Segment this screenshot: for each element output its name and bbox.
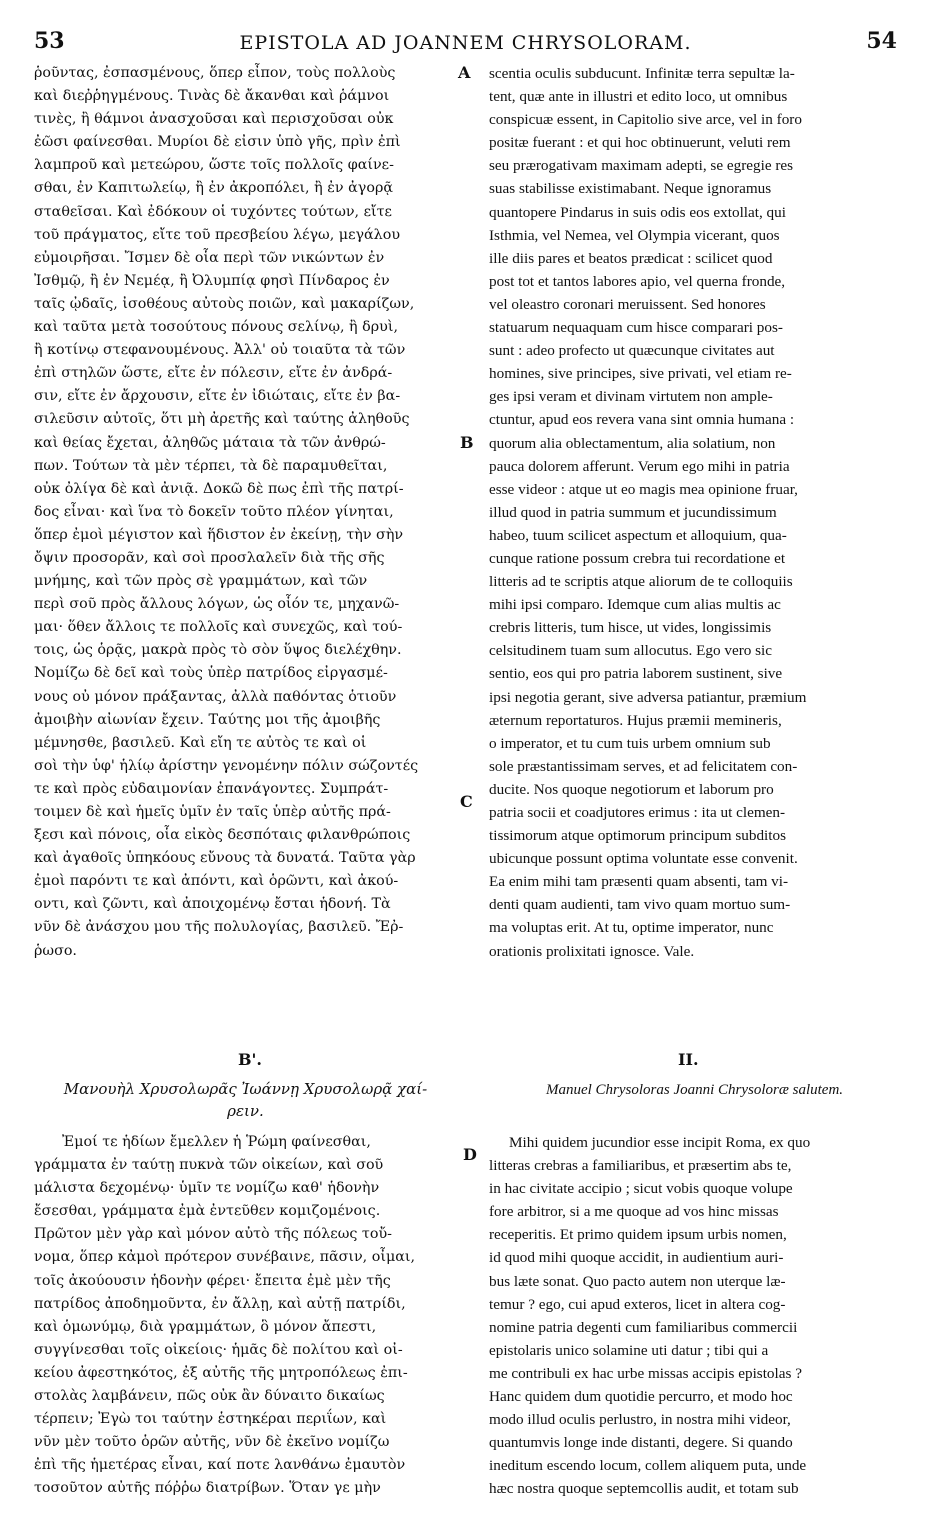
heading-greek-line-1: Μανουὴλ Χρυσολωρᾶς Ἰωάννῃ Χρυσολωρᾷ χαί- xyxy=(63,1080,428,1098)
greek-text-line: ἔσεσθαι, γράμματα ἐμὰ ἐντεῦθεν κομιζομένοις. xyxy=(34,1203,381,1220)
latin-text-line: ducite. Nos quoque negotiorum et laborum pro xyxy=(489,780,774,798)
heading-greek-line-2: ρειν. xyxy=(227,1102,264,1120)
latin-text-line: cunque ratione possum crebra tui recordatione et xyxy=(489,549,786,567)
greek-text-line: Ἐμοί τε ἡδίων ἔμελλεν ἡ Ῥώμη φαίνεσθαι, xyxy=(62,1134,371,1150)
greek-text-line: σοὶ τὴν ὑφ' ἡλίῳ ἀρίστην γενομένην πόλιν σώζοντές xyxy=(34,757,419,774)
latin-text-line: receperitis. Et primo quidem ipsum urbis nomen, xyxy=(489,1226,787,1244)
latin-text-line: bus læte sonat. Quo pacto autem non uterque læ- xyxy=(489,1272,786,1290)
greek-text-line: τοιμεν δὲ καὶ ἡμεῖς ὑμῖν ἐν ταῖς ὑπὲρ αὐτῆς πρά- xyxy=(34,804,391,820)
greek-text-line: σιλεῦσιν αὐτοῖς, ὅτι μὴ ἀρετῆς καὶ ταύτης ἀληθοῦς xyxy=(34,411,410,428)
latin-text-line: temur ? ego, cui apud exteros, licet in altera cog- xyxy=(489,1295,786,1313)
greek-text-line: καὶ διεῤῥηγμένους. Τινὰς δὲ ἄκανθαι καὶ ῥάμνοι xyxy=(34,88,390,105)
letter-heading-latin: Manuel Chrysoloras Joanni Chrysoloræ salutem. xyxy=(545,1082,844,1098)
latin-text-line: in hac civitate accipio ; sicut vobis quoque volupe xyxy=(489,1180,793,1198)
greek-text-line: στολὰς λαμβάνειν, πῶς οὐκ ἂν δύναιτο δικαίως xyxy=(34,1388,385,1405)
latin-text-line: tissimorum atque optimorum principum subditos xyxy=(489,827,786,845)
latin-text-line: fore arbitror, si a me quoque ad vos hinc missas xyxy=(489,1203,779,1221)
greek-text-line: Πρῶτον μὲν γὰρ καὶ μόνον αὐτὸ τῆς πόλεως τοὔ- xyxy=(34,1226,392,1243)
greek-text-line: ξεσι καὶ πόνοις, οἷα εἰκὸς δεσπόταις φιλανθρώποις xyxy=(34,827,411,844)
latin-text-line: litteras crebras a familiaribus, et præsertim abs te, xyxy=(489,1157,792,1175)
greek-text-line: ὅπερ ἐμοὶ μέγιστον καὶ ἥδιστον ἐν ἐκείνῃ, τὴν σὴν xyxy=(34,526,404,543)
latin-text-line: homines, sive principes, sive privati, vel etiam re- xyxy=(489,365,792,383)
greek-text-line: σθαι, ἐν Καπιτωλείῳ, ἢ ἐν ἀκροπόλει, ἢ ἐν ἀγορᾷ xyxy=(34,180,394,197)
page-number-right: 54 xyxy=(866,28,897,54)
latin-text-line: me contribuli ex hac urbe missas accipis epistolas ? xyxy=(489,1364,802,1382)
latin-text-line: quantopere Pindarus in suis odis eos extollat, qui xyxy=(489,203,786,221)
greek-text-line: καὶ ὁμωνύμῳ, διὰ γραμμάτων, ὃ μόνον ἄπεστι, xyxy=(34,1318,377,1335)
greek-text-line: οὐκ ὀλίγα δὲ καὶ ἀνιᾷ. Δοκῶ δὲ πως ἐπὶ τῆς πατρί- xyxy=(34,480,404,497)
greek-text-line: ἀμοιβὴν αἰωνίαν ἔχειν. Ταύτης μοι τῆς ἀμοιβῆς xyxy=(34,711,381,728)
greek-text-line: συγγίνεσθαι τοῖς οἰκείοις· ἡμᾶς δὲ πολίτου καὶ οἰ- xyxy=(34,1341,403,1358)
greek-column-letter-2 xyxy=(34,1131,457,1501)
margin-letter-b: B xyxy=(460,433,474,452)
greek-text-line: ἐμοὶ παρόντι τε καὶ ἀπόντι, καὶ ὁρῶντι, καὶ ἀκού- xyxy=(34,873,399,890)
greek-text-line: ἐπὶ τῆς ἡμετέρας εἶναι, καί ποτε λανθάνω ἐμαυτὸν xyxy=(34,1457,406,1474)
greek-text-line: εὐμοιρῆσαι. Ἴσμεν δὲ οἷα περὶ τῶν νικώντων ἐν xyxy=(34,249,385,266)
latin-text-line: Mihi quidem jucundior esse incipit Roma, ex quo xyxy=(509,1134,811,1151)
greek-text-line: γράμματα ἐν ταύτῃ πυκνὰ τῶν οἰκείων, καὶ σοῦ xyxy=(34,1157,384,1174)
latin-text-line: Isthmia, vel Nemea, vel Olympia vicerant, quos xyxy=(489,226,780,244)
latin-text-line: nomine patria degenti cum familiaribus commercii xyxy=(489,1318,798,1336)
greek-text-line: περὶ σοῦ πρὸς ἄλλους λόγων, ὡς οἷόν τε, μηχανῶ- xyxy=(34,596,400,613)
greek-text-line: τοῦ πράγματος, εἴτε τοῦ πρεσβείου λέγω, μεγάλου xyxy=(34,226,401,243)
greek-text-line: τε καὶ πρὸς εὐδαιμονίαν ἐπανάγοντες. Συμπράτ- xyxy=(34,780,389,797)
latin-text-line: Hanc quidem dum quotidie percurro, et modo hoc xyxy=(489,1388,793,1406)
latin-text-line: epistolaris unico solamine uti datur ; tibi qui a xyxy=(489,1341,769,1359)
latin-column-letter-1 xyxy=(489,62,900,963)
greek-text-line: τέρπειν; Ἐγὼ τοι ταύτην ἑστηκέραι περιΐων, καὶ xyxy=(34,1411,387,1428)
latin-text-line: suas stabilisse existimabant. Neque ignoramus xyxy=(489,180,772,198)
greek-text-line: ῥοῦντας, ἐσπασμένους, ὅπερ εἶπον, τοὺς πολλοὺς xyxy=(34,65,396,81)
latin-text-line: ubicunque possunt optima voluntate esse convenit. xyxy=(489,850,798,868)
latin-text-line: positæ fuerant : et qui hoc obtinuerunt, veluti rem xyxy=(489,134,791,152)
margin-letter-c: C xyxy=(460,792,473,811)
section-number-latin: II. xyxy=(678,1050,699,1069)
greek-text-line: καὶ ταῦτα μετὰ τοσούτους πόνους σελίνῳ, ἢ δρυὶ, xyxy=(34,319,399,336)
latin-text-line: patria socii et coadjutores erimus : ita ut clemen- xyxy=(489,804,786,821)
latin-text-line: esse videor : atque ut eo magis mea opinione fruar, xyxy=(489,480,798,498)
latin-text-line: Ea enim mihi tam præsenti quam absenti, tam vi- xyxy=(489,873,789,891)
greek-text-line: καὶ ἀγαθοῖς ὑπηκόους εὔνους τὰ δυνατά. Ταῦτα γὰρ xyxy=(34,850,416,867)
greek-text-line: σταθεῖσαι. Καὶ ἐδόκουν οἱ τυχόντες τούτων, εἴτε xyxy=(34,203,392,220)
latin-text-line: quantumvis longe inde distanti, degere. Si quando xyxy=(489,1434,793,1452)
greek-text-line: ῥωσο. xyxy=(34,942,77,959)
latin-text-line: celsitudinem tuam sum allocutus. Ego vero sic xyxy=(489,642,773,660)
latin-text-line: ille diis pares et beatos prædicat : scilicet quod xyxy=(489,249,773,267)
greek-text-line: νομα, ὅπερ κἀμοὶ πρότερον συνέβαινε, πᾶσιν, οἶμαι, xyxy=(34,1249,416,1266)
greek-text-line: Νομίζω δὲ δεῖ καὶ τοὺς ὑπὲρ πατρίδος εἰργασμέ- xyxy=(34,665,388,682)
latin-column-letter-2 xyxy=(489,1131,900,1501)
margin-letter-a: A xyxy=(458,63,471,82)
latin-text-line: crebris litteris, tum hisce, ut vides, longissimis xyxy=(489,619,772,637)
greek-text-line: καὶ θείας ἔχεται, ἀληθῶς μάταια τὰ τῶν ἀνθρώ- xyxy=(34,434,386,451)
latin-text-line: ineditum escendo locum, collem aliquem puta, unde xyxy=(489,1457,807,1475)
latin-text-line: mihi ipsi comparo. Idemque cum alias multis ac xyxy=(489,596,781,614)
latin-text-line: denti quam audienti, tam vivo quam mortuo sum- xyxy=(489,896,791,914)
page-number-left: 53 xyxy=(34,28,65,54)
latin-text-line: modo illud oculis perlustro, in nostra mihi videor, xyxy=(489,1411,791,1429)
latin-text-line: post tot et tantos labores apio, vel quernа fronde, xyxy=(489,272,786,290)
greek-text-line: οντι, καὶ ζῶντι, καὶ ἀποιχομένῳ ἔσται ἡδονή. Τὰ xyxy=(34,896,391,913)
greek-text-line: ταῖς ᾠδαῖς, ἰσοθέους αὐτοὺς ποιῶν, καὶ μακαρίζων, xyxy=(34,295,415,312)
latin-text-line: ipsi negotia gerant, sive adversa patiantur, præmium xyxy=(489,688,807,706)
greek-text-line: τοσοῦτον αὐτῆς πόῤῥω διατρίβων. Ὅταν γε μὴν xyxy=(34,1480,381,1497)
greek-text-line: κείου ἀφεστηκότος, ἐξ αὐτῆς τῆς μητροπόλεως ἐπι- xyxy=(34,1364,408,1381)
greek-text-line: ἐῶσι φαίνεσθαι. Μυρίοι δὲ εἰσιν ὑπὸ γῆς, πρὶν ἐπὶ xyxy=(34,134,401,151)
greek-text-line: λαμπροῦ καὶ μετεώρου, ὥστε τοῖς πολλοῖς φαίνε- xyxy=(34,157,394,174)
greek-text-line: νους οὐ μόνον πράξαντας, ἀλλὰ παθόντας ὁτιοῦν xyxy=(34,688,397,705)
greek-text-line: ἢ κοτίνῳ στεφανουμένους. Ἀλλ' οὐ τοιαῦτα τὰ τῶν xyxy=(34,342,406,359)
running-title: EPISTOLA AD JOANNEM CHRYSOLORAM. xyxy=(239,32,692,54)
latin-text-line: sunt : adeo profecto ut quæcunque civitates aut xyxy=(489,342,775,360)
latin-text-line: quorum alia oblectamentum, alia solatium, non xyxy=(489,434,776,452)
latin-text-line: ctuntur, apud eos revera vana sint omnia humana : xyxy=(489,411,795,429)
greek-text-line: νῦν δὲ ἀνάσχου μου τῆς πολυλογίας, βασιλεῦ. Ἔῤ- xyxy=(34,919,404,936)
latin-text-line: litteris ad te scriptis atque aliorum de te colloquiis xyxy=(489,573,793,591)
greek-text-line: μαι· ὅθεν ἄλλοις τε πολλοῖς καὶ συνεχῶς, καὶ τού- xyxy=(34,619,403,636)
greek-text-line: τοις, ὡς ὁρᾷς, μακρὰ πρὸς τὸ σὸν ὕψος διελέχθην. xyxy=(34,642,402,659)
greek-text-line: μάλιστα δεχομένῳ· ὑμῖν τε νομίζω καθ' ἡδονὴν xyxy=(34,1180,380,1197)
latin-text-line: ges ipsi veram et divinam virtutem non amplе- xyxy=(489,388,773,406)
greek-text-line: τοῖς ἀκούουσιν ἡδονὴν φέρει· ἔπειτα ἐμὲ μὲν τῆς xyxy=(34,1272,391,1289)
latin-text-line: illud quod in patria summum et jucundissimum xyxy=(489,503,777,521)
latin-text-line: æternum reportaturos. Hujus præmii memineris, xyxy=(489,711,782,729)
greek-text-line: πατρίδος ἀποδημοῦντα, ἐν ἄλλῃ, καὶ αὐτῇ πατρίδι, xyxy=(34,1295,406,1312)
latin-text-line: scentia oculis subducunt. Infinitæ terra sepultæ la- xyxy=(489,65,795,82)
latin-text-line: o imperator, et tu cum tuis urbem omnium sub xyxy=(489,734,771,752)
latin-text-line: sentio, eos qui pro patria laborem sustinent, sive xyxy=(489,665,783,683)
letter-heading-greek xyxy=(34,1078,457,1122)
latin-text-line: conspicuæ essent, in Capitolio sive arce, vel in foro xyxy=(489,111,802,129)
latin-text-line: id quod mihi quoque accidit, in audientium auri- xyxy=(489,1249,784,1267)
greek-text-line: σιν, εἴτε ἐν ἄρχουσιν, εἴτε ἐν ἰδιώταις, εἴτε ἐν βα- xyxy=(34,388,401,405)
latin-text-line: ma voluptas erit. At tu, optime imperator, nunc xyxy=(489,919,774,937)
latin-text-line: vel oleastro coronari meruissent. Sed honores xyxy=(489,295,766,313)
latin-text-line: orationis prolixitati ignosce. Vale. xyxy=(489,942,695,960)
latin-text-line: statuarum nequaquam cum hisce comparari pos- xyxy=(489,319,783,337)
running-header xyxy=(30,28,901,58)
latin-text-line: seu prærogativam maximam adepti, se egregie res xyxy=(489,157,794,175)
greek-text-line: τινὲς, ἢ θάμνοι ἀνασχοῦσαι καὶ περισχοῦσαι οὐκ xyxy=(34,111,394,128)
latin-text-line: sole præstantissimam serves, et ad felicitatem con- xyxy=(489,757,798,775)
greek-text-line: μέμνησθε, βασιλεῦ. Καὶ εἴη τε αὐτὸς τε καὶ οἱ xyxy=(34,734,367,751)
greek-text-line: μνήμης, καὶ τῶν πρὸς σὲ γραμμάτων, καὶ τῶν xyxy=(34,573,368,590)
greek-text-line: πων. Τούτων τὰ μὲν τέρπει, τὰ δὲ παραμυθεῖται, xyxy=(34,457,388,474)
section-number-greek: Β'. xyxy=(238,1050,262,1069)
latin-text-line: hæc nostra quoque septemcollis audit, et totam sub xyxy=(489,1480,799,1498)
greek-text-line: Ἰσθμῷ, ἢ ἐν Νεμέᾳ, ἢ Ὀλυμπίᾳ φησὶ Πίνδαρος ἐν xyxy=(34,272,390,289)
greek-column-letter-1 xyxy=(34,62,457,963)
margin-letter-d: D xyxy=(463,1145,477,1164)
latin-text-line: tent, quæ ante in illustri et edito loco, ut omnibus xyxy=(489,88,788,106)
greek-text-line: δος εἶναι· καὶ ἵνα τὸ δοκεῖν τοῦτο πλέον γίνηται, xyxy=(34,503,394,520)
latin-text-line: pauca dolorem afferunt. Verum ego mihi in patria xyxy=(489,457,790,475)
greek-text-line: ἐπὶ στηλῶν ὥστε, εἴτε ἐν πόλεσιν, εἴτε ἐν ἀνδρά- xyxy=(34,365,393,382)
greek-text-line: ὄψιν προσορᾶν, καὶ σοὶ προσλαλεῖν διὰ τῆς σῆς xyxy=(34,549,385,566)
latin-text-line: habeo, tuum scilicet aspectum et alloquium, qua- xyxy=(489,526,787,544)
greek-text-line: νῦν μὲν τοῦτο ὁρῶν αὐτῆς, νῦν δὲ ἐκεῖνο νομίζω xyxy=(34,1434,390,1451)
